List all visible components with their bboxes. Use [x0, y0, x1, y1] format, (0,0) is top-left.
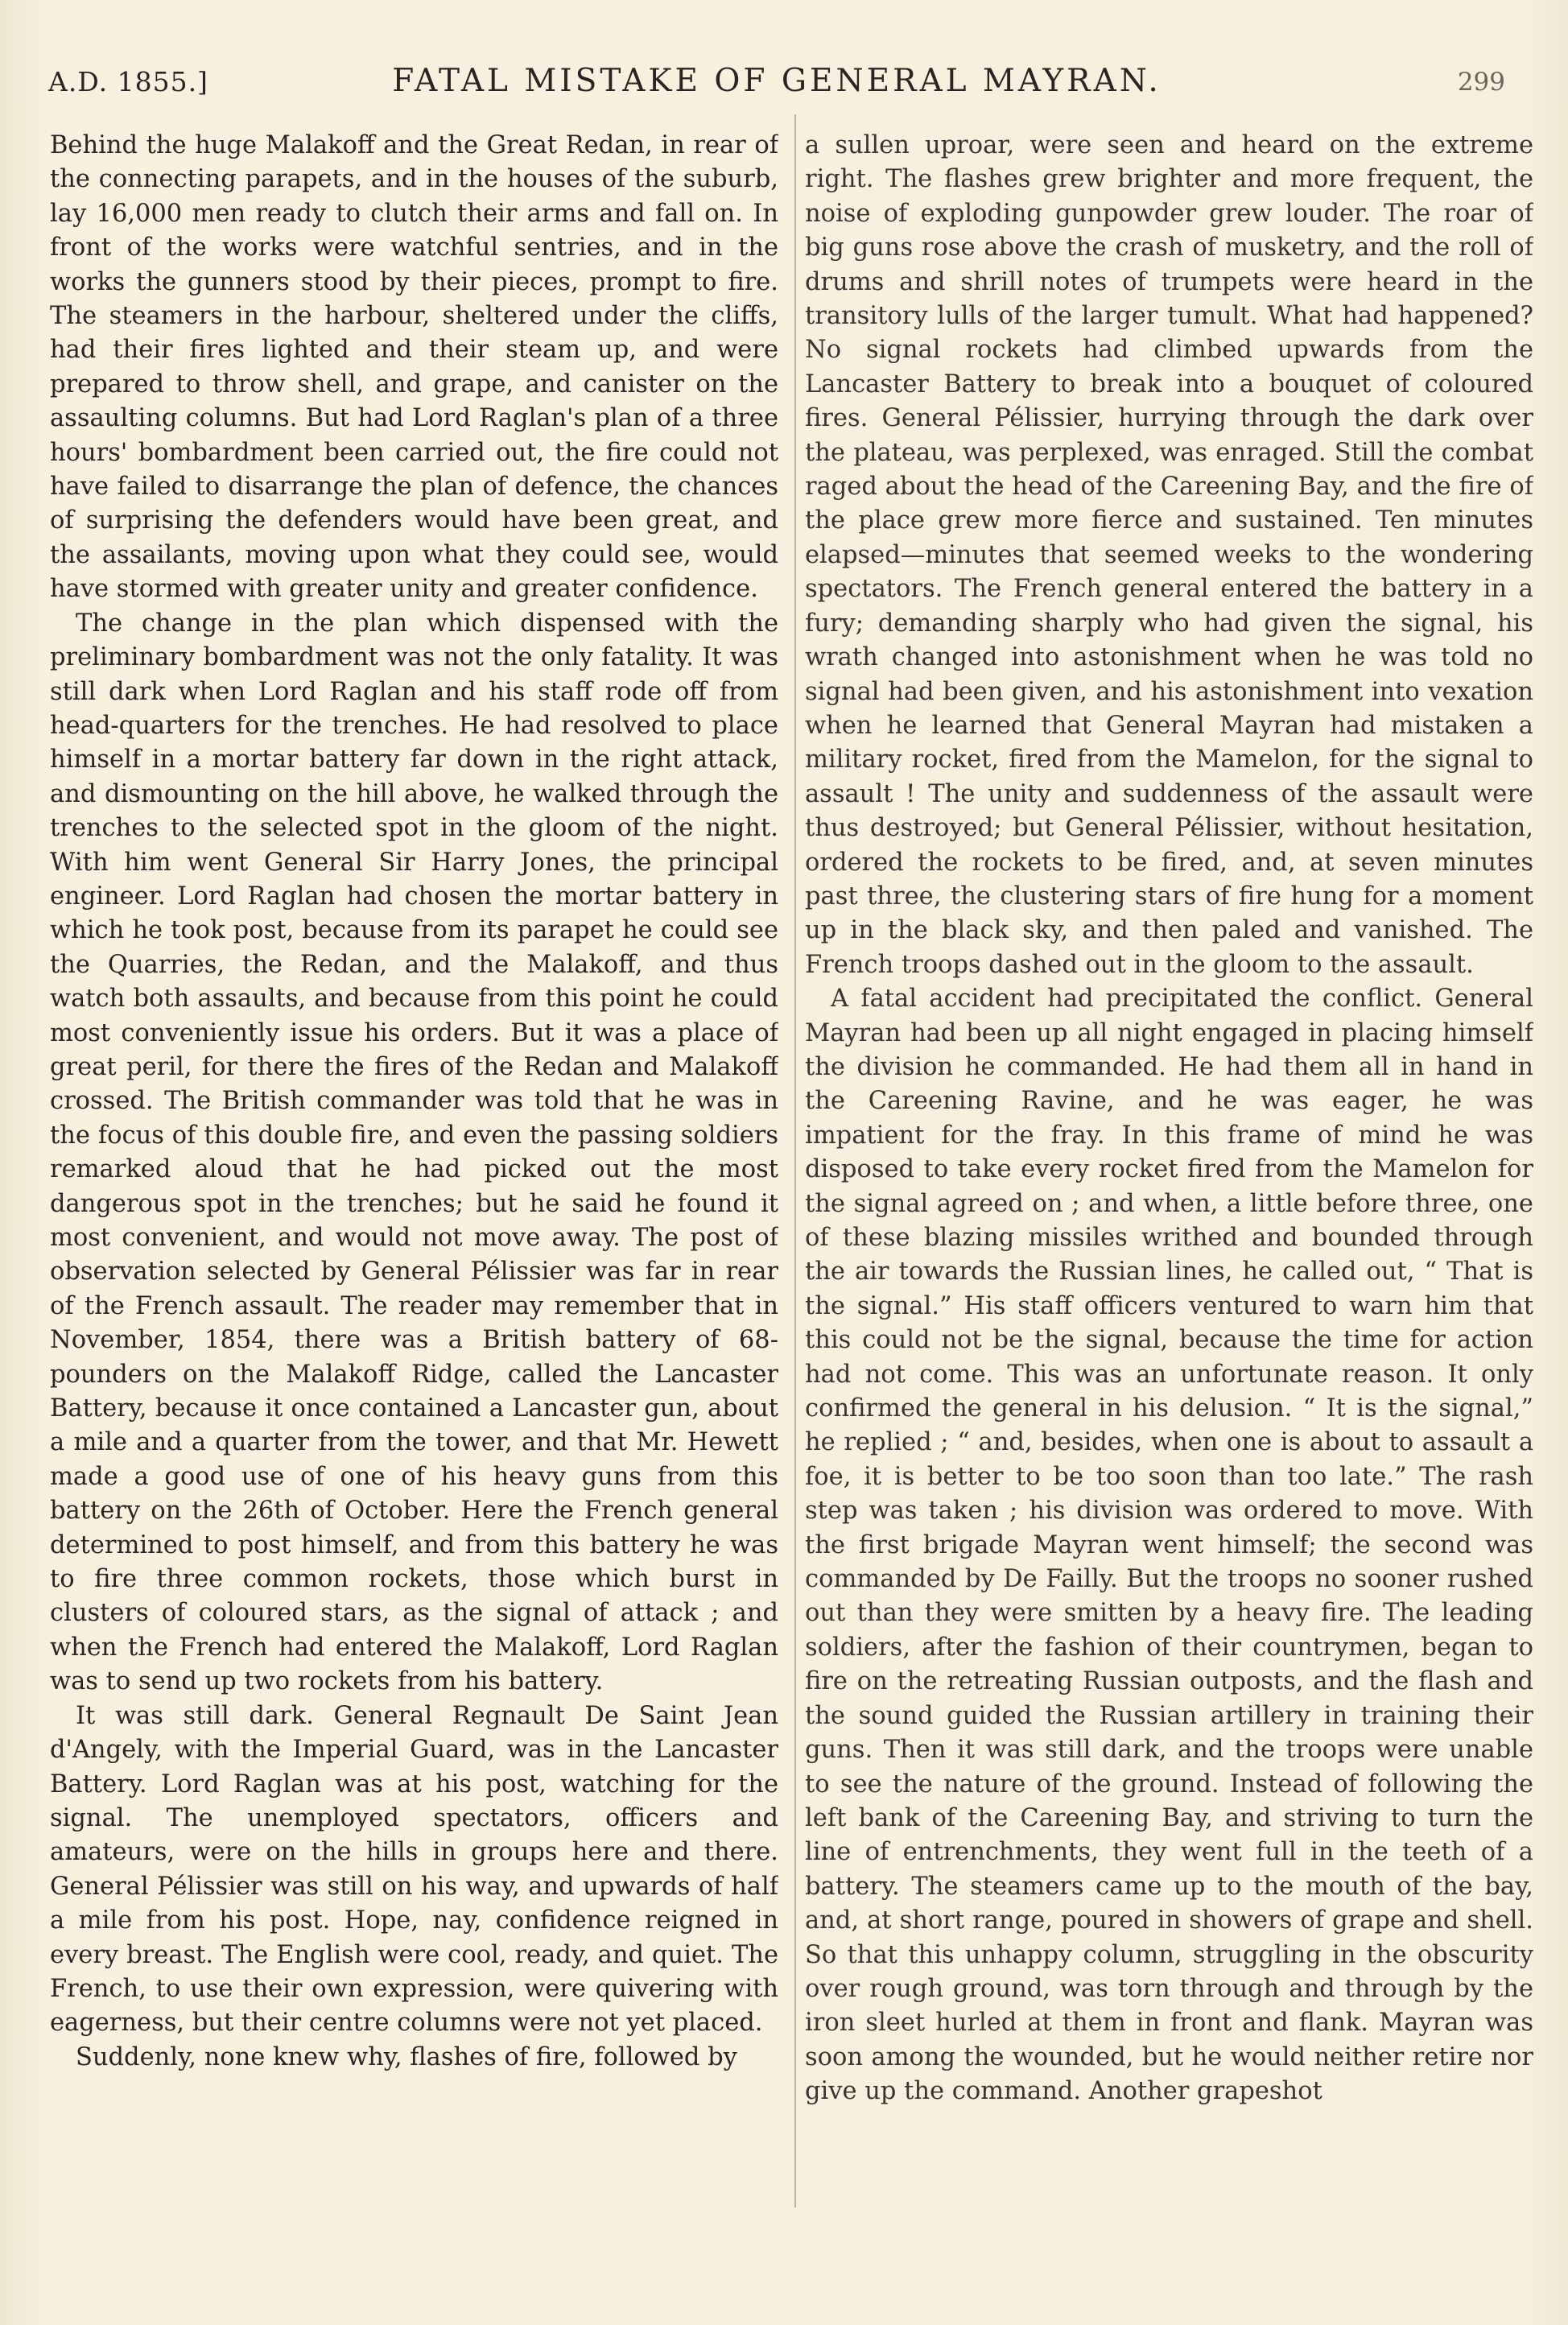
- left-column: [50, 129, 778, 2238]
- paragraph: A fatal accident had precipitated the conflict. General Mayran had been up all night engaged in placing himself the division he commanded. He had them all in hand in the Careening Ravine, and he was eager, he was impatient for the fray. In this frame of mind he was disposed to take every rocket fired from the Mamelon for the signal agreed on ; and when, a little before three, one of these blazing missiles writhed and bounded through the air towards the Russian lines, he called out, “ That is the signal.” His staff officers ventured to warn him that this could not be the signal, because the time for action had not come. This was an unfortunate reason. It only confirmed the general in his delusion. “ It is the signal,” he replied ; “ and, besides, when one is about to assault a foe, it is better to be too soon than too late.” The rash step was taken ; his division was ordered to move. With the first brigade Mayran went himself; the second was commanded by De Failly. But the troops no sooner rushed out than they were smitten by a heavy fire. The leading soldiers, after the fashion of their countrymen, began to fire on the retreating Russian outposts, and the flash and the sound guided the Russian artillery in training their guns. Then it was still dark, and the troops were unable to see the nature of the ground. Instead of following the left bank of the Careening Bay, and striving to turn the line of entrenchments, they went full in the teeth of a battery. The steamers came up to the mouth of the bay, and, at short range, poured in showers of grape and shell. So that this unhappy column, struggling in the obscurity over rough ground, was torn through and through by the iron sleet hurled at them in front and flank. Mayran was soon among the wounded, but he would neither retire nor give up the command. Another grapeshot: [805, 985, 1533, 2106]
- running-header: [48, 63, 1505, 111]
- header-title: FATAL MISTAKE OF GENERAL MAYRAN.: [392, 63, 1162, 99]
- header-date: A.D. 1855.]: [48, 66, 208, 97]
- paragraph: Behind the huge Malakoff and the Great Redan, in rear of the connecting parapets, and in the houses of the suburb, lay 16,000 men ready to clutch their arms and fall on. In front of the works were watchful sentries, and in the works the gunners stood by their pieces, prompt to fire. The steamers in the harbour, sheltered under the cliffs, had their fires lighted and their steam up, and were prepared to throw shell, and grape, and canister on the assaulting columns. But had Lord Raglan's plan of a three hours' bombardment been carried out, the fire could not have failed to disarrange the plan of defence, the chances of surprising the defenders would have been great, and the assailants, moving upon what they could see, would have stormed with greater unity and greater confidence.: [50, 131, 778, 604]
- page-number: 299: [1457, 68, 1505, 97]
- column-divider: [794, 114, 796, 2207]
- paragraph: Suddenly, none knew why, flashes of fire, followed by: [76, 2042, 737, 2071]
- paragraph: The change in the plan which dispensed with the preliminary bombardment was not the only fatality. It was still dark when Lord Raglan and his staff rode off from head-quarters for the trenches. He had resolved to place himself in a mortar battery far down in the right attack, and dismounting on the hill above, he walked through the trenches to the selected spot in the gloom of the night. With him went General Sir Harry Jones, the principal engineer. Lord Raglan had chosen the mortar battery in which he took post, because from its parapet he could see the Quarries, the Redan, and the Malakoff, and thus watch both assaults, and because from this point he could most conveniently issue his orders. But it was a place of great peril, for there the fires of the Redan and Malakoff crossed. The British commander was told that he was in the focus of this double fire, and even the passing soldiers remarked aloud that he had picked out the most dangerous spot in the trenches; but he said he found it most convenient, and would not move away. The post of observation selected by General Pélissier was far in rear of the French assault. The reader may remember that in November, 1854, there was a British battery of 68-pounders on the Malakoff Ridge, called the Lancaster Battery, because it once contained a Lancaster gun, about a mile and a quarter from the tower, and that Mr. Hewett made a good use of one of his heavy guns from this battery on the 26th of October. Here the French general determined to post himself, and from this battery he was to fire three common rockets, those which burst in clusters of coloured stars, as the signal of attack ; and when the French had entered the Malakoff, Lord Raglan was to send up two rockets from his battery.: [50, 609, 778, 1696]
- paragraph: It was still dark. General Regnault De Saint Jean d'Angely, with the Imperial Guard, was in the Lancaster Battery. Lord Raglan was at his post, watching for the signal. The unemployed spectators, officers and amateurs, were on the hills in groups here and there. General Pélissier was still on his way, and upwards of half a mile from his post. Hope, nay, confidence reigned in every breast. The English were cool, ready, and quiet. The French, to use their own expression, were quivering with eagerness, but their centre columns were not yet placed.: [50, 1701, 778, 2038]
- right-column: [805, 129, 1533, 2238]
- paragraph: a sullen uproar, were seen and heard on the extreme right. The flashes grew brighter and more frequent, the noise of exploding gunpowder grew louder. The roar of big guns rose above the crash of musketry, and the roll of drums and shrill notes of trumpets were heard in the transitory lulls of the larger tumult. What had happened? No signal rockets had climbed upwards from the Lancaster Battery to break into a bouquet of coloured fires. General Pélissier, hurrying through the dark over the plateau, was perplexed, was enraged. Still the combat raged about the head of the Careening Bay, and the fire of the place grew more fierce and sustained. Ten minutes elapsed—minutes that seemed weeks to the wondering spectators. The French general entered the battery in a fury; demanding sharply who had given the signal, his wrath changed into astonishment when he was told no signal had been given, and his astonishment into vexation when he learned that General Mayran had mistaken a military rocket, fired from the Mamelon, for the signal to assault ! The unity and suddenness of the assault were thus destroyed; but General Pélissier, without hesitation, ordered the rockets to be fired, and, at seven minutes past three, the clustering stars of fire hung for a moment up in the black sky, and then paled and vanished. The French troops dashed out in the gloom to the assault.: [805, 131, 1533, 979]
